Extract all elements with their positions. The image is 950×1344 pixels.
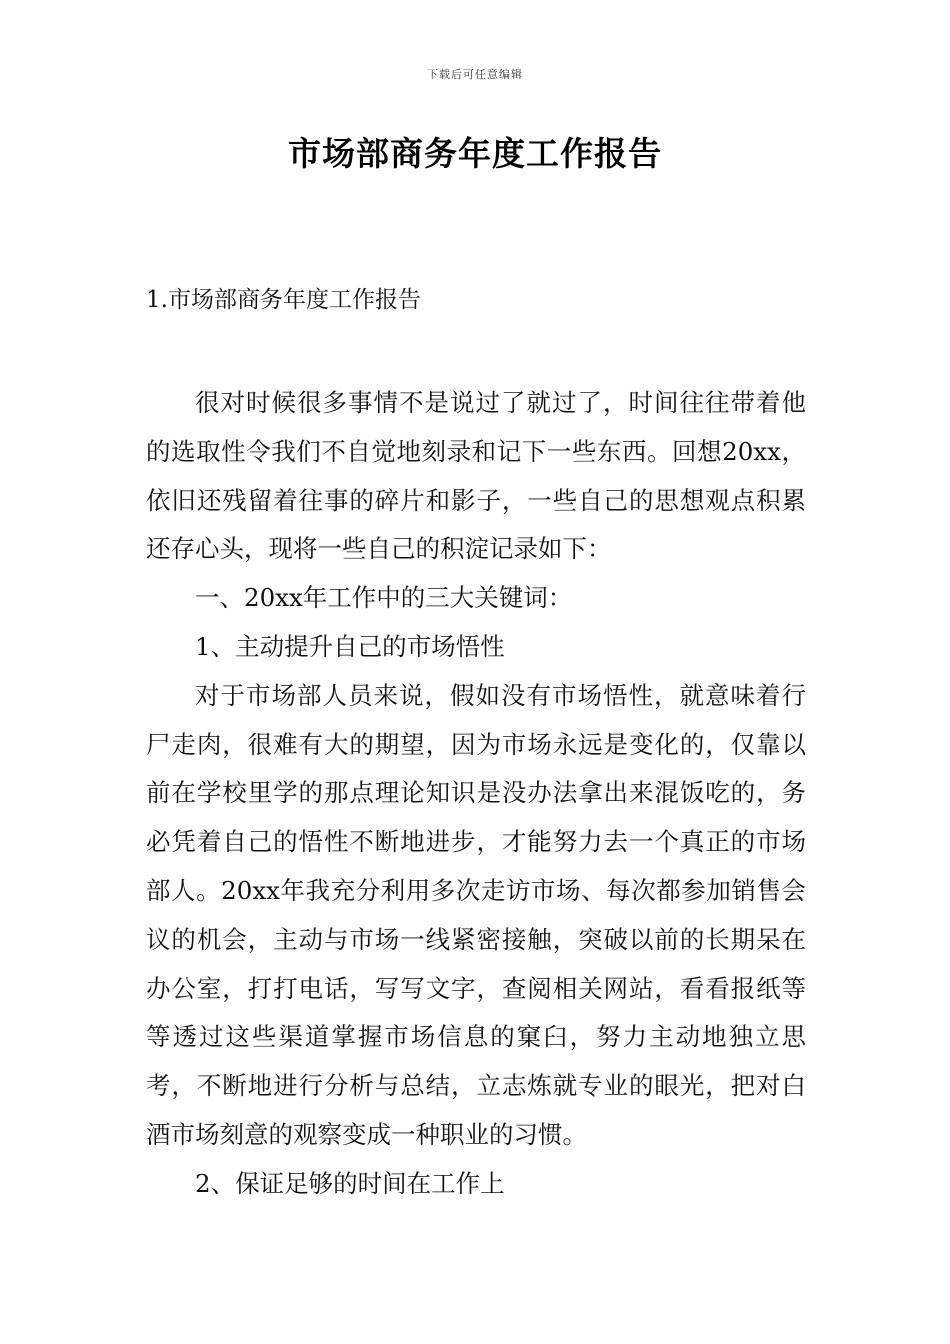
page-header-note: 下载后可任意编辑	[427, 68, 523, 81]
paragraph-item-2-heading: 2、保证足够的时间在工作上	[195, 1168, 505, 1198]
paragraph-item-1-body: 对于市场部人员来说，假如没有市场悟性，就意味着行尸走肉，很难有大的期望，因为市场永远是变化的，仅靠以前在学校里学的那点理论知识是没办法拿出来混饭吃的，务必凭着自己的悟性不断地进步，才能努力去一个真正的市场部人。20xx年我充分利用多次走访市场、每次都参加销售会议的机会，主动与市场一线紧密接触，突破以前的长期呆在办公室，打打电话，写写文字，查阅相关网站，看看报纸等等透过这些渠道掌握市场信息的窠臼，努力主动地独立思考，不断地进行分析与总结，立志炼就专业的眼光，把对白酒市场刻意的观察变成一种职业的习惯。	[146, 680, 806, 1149]
document-body	[146, 379, 806, 1209]
section-heading: 1.市场部商务年度工作报告	[146, 287, 421, 313]
paragraph-item-1-heading: 1、主动提升自己的市场悟性	[195, 631, 505, 661]
document-title: 市场部商务年度工作报告	[288, 134, 662, 173]
paragraph-keywords-heading: 一、20xx年工作中的三大关键词：	[195, 583, 573, 613]
paragraph-intro: 很对时候很多事情不是说过了就过了，时间往往带着他的选取性令我们不自觉地刻录和记下一些东西。回想20xx，依旧还残留着往事的碎片和影子，一些自己的思想观点积累还存心头，现将一些自己的积淀记录如下：	[146, 388, 806, 564]
